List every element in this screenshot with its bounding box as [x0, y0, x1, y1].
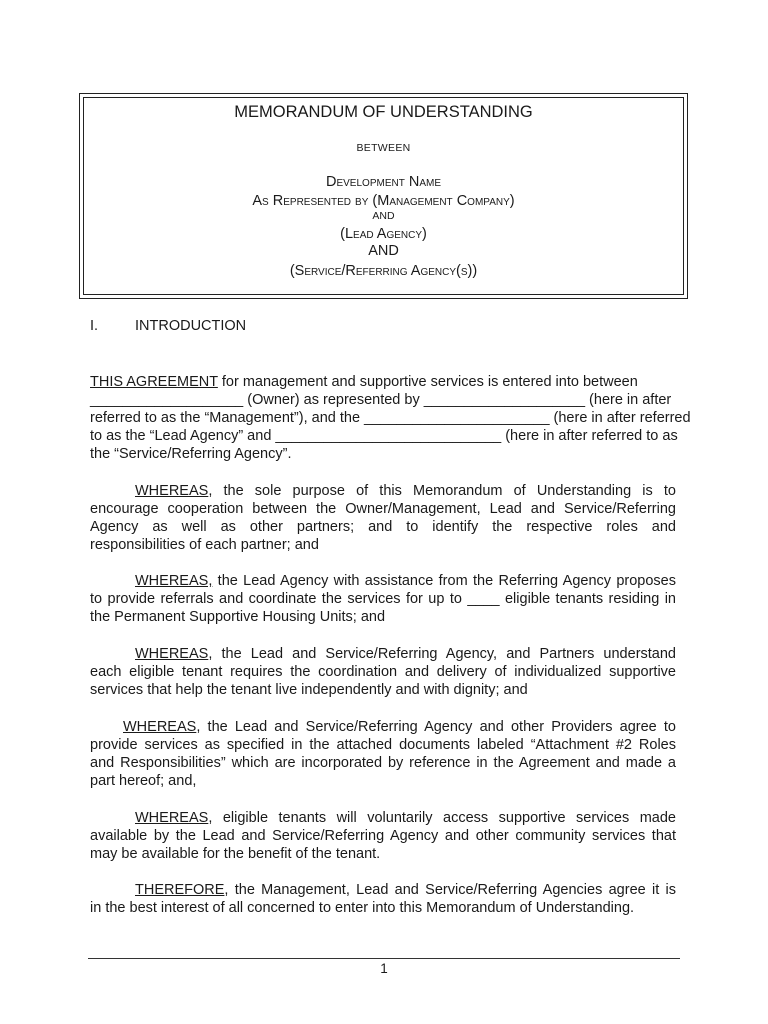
paragraph-whereas-coordination: [90, 645, 676, 699]
title-box-inner-border: [83, 97, 684, 295]
paragraph-line: provide services as specified in the attached documents labeled “Attachment #2 Roles: [90, 737, 676, 753]
footer-divider: [88, 958, 680, 959]
represented-by-line: As Represented by (Management Company): [252, 193, 515, 209]
paragraph-line: WHEREAS, the Lead and Service/Referring Agency, and Partners understand: [135, 646, 676, 662]
paragraph-whereas-services: [90, 718, 676, 790]
paragraph-line: may be available for the benefit of the tenant.: [90, 846, 381, 862]
paragraph-line: WHEREAS, eligible tenants will voluntarily access supportive services made: [135, 810, 676, 826]
lead-agency-line: (Lead Agency): [340, 226, 427, 242]
lead-term: WHEREAS: [135, 483, 209, 499]
lead-term: WHEREAS: [123, 719, 197, 735]
paragraph-line: the Permanent Supportive Housing Units; and: [90, 609, 386, 625]
lead-term: WHEREAS,: [135, 573, 213, 589]
paragraph-line: WHEREAS, the Lead Agency with assistance from the Referring Agency proposes: [135, 573, 676, 589]
paragraph-line: ___________________ (Owner) as represented by ____________________ (here in after: [90, 392, 672, 408]
paragraph-whereas-referrals: [90, 572, 676, 626]
page-number: 1: [380, 961, 388, 976]
paragraph-line: each eligible tenant requires the coordination and delivery of individualized supportive: [90, 664, 676, 680]
service-agency-line: (Service/Referring Agency(s)): [289, 263, 478, 279]
document-title: MEMORANDUM OF UNDERSTANDING: [234, 103, 533, 121]
paragraph-line: in the best interest of all concerned to enter into this Memorandum of Understanding.: [90, 900, 635, 916]
paragraph-line: responsibilities of each partner; and: [90, 537, 319, 553]
paragraph-line: referred to as the “Management”), and the _______________________ (here in after referred: [90, 410, 691, 426]
lead-term: THEREFORE: [135, 882, 225, 898]
paragraph-therefore: [90, 881, 676, 917]
and-label-large: AND: [368, 243, 399, 259]
paragraph-line: WHEREAS, the Lead and Service/Referring Agency and other Providers agree to: [123, 719, 676, 735]
title-box: [79, 93, 688, 299]
paragraph-line: THEREFORE, the Management, Lead and Service/Referring Agencies agree it is: [135, 882, 676, 898]
paragraph-line: Agency as well as other partners; and to identify the respective roles and: [90, 519, 676, 535]
paragraph-line: available by the Lead and Service/Referring Agency and other community services that: [90, 828, 676, 844]
paragraph-line: the “Service/Referring Agency”.: [90, 446, 292, 462]
paragraph-line: to as the “Lead Agency” and ____________________________ (here in after referred to as: [90, 428, 678, 444]
between-label: BETWEEN: [356, 142, 411, 154]
and-label-small: AND: [372, 210, 395, 222]
lead-term: WHEREAS: [135, 646, 209, 662]
paragraph-whereas-purpose: [90, 482, 676, 554]
paragraph-line: THIS AGREEMENT for management and supportive services is entered into between: [90, 374, 638, 390]
development-name: Development Name: [326, 174, 441, 190]
lead-term: WHEREAS: [135, 810, 209, 826]
lead-term: THIS AGREEMENT: [90, 374, 218, 390]
paragraph-line: to provide referrals and coordinate the services for up to ____ eligible tenants residing in: [90, 591, 676, 607]
section-title: INTRODUCTION: [135, 318, 247, 334]
paragraph-line: services that help the tenant live independently and with dignity; and: [90, 682, 528, 698]
paragraph-line: and Responsibilities” which are incorporated by reference in the Agreement and made a: [90, 755, 676, 771]
paragraph-line: WHEREAS, the sole purpose of this Memorandum of Understanding is to: [135, 483, 676, 499]
paragraph-line: part hereof; and,: [90, 773, 197, 789]
paragraph-line: encourage cooperation between the Owner/Management, Lead and Service/Referring: [90, 501, 676, 517]
paragraph-agreement: [90, 373, 691, 463]
section-number: I.: [90, 318, 99, 334]
paragraph-whereas-tenants: [90, 809, 676, 863]
